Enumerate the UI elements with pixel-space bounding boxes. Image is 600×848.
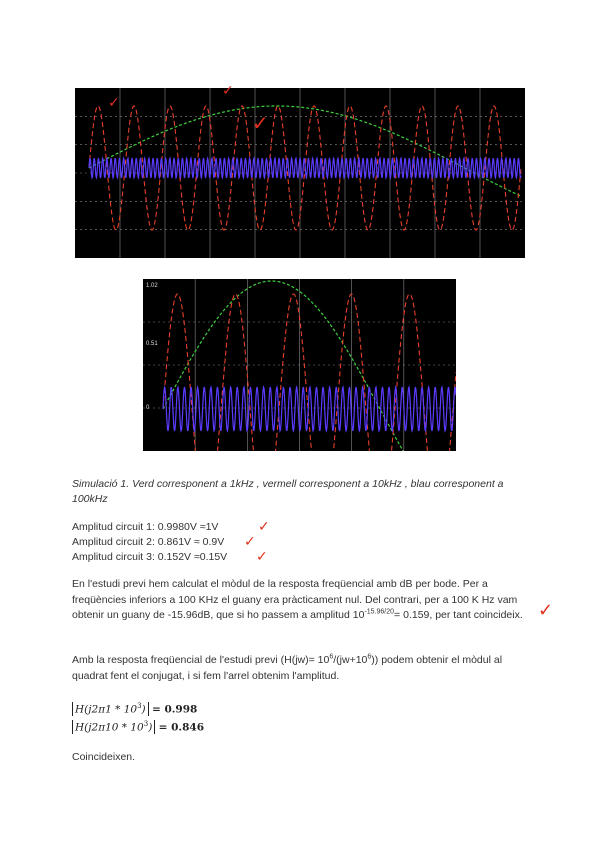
equation-2-result: = 0.846 [158, 721, 205, 734]
equation-1-lhs: H(j2π1 * 10 [75, 703, 138, 716]
equation-1-exp: 3 [137, 702, 142, 710]
plot-2-svg [143, 279, 456, 451]
equation-2-lhs: H(j2π10 * 10 [75, 721, 144, 734]
blue-trace [89, 158, 521, 178]
equation-2-rhs: ) [148, 721, 153, 734]
paragraph-transfer-exp2: 6 [367, 653, 372, 661]
blue-trace [163, 387, 456, 431]
paragraph-transfer [72, 653, 532, 684]
paragraph-bode-text-b: = 0.159, per tant coincideix. [394, 609, 523, 621]
simulation-plot-2 [143, 279, 456, 451]
paragraph-transfer-text-c: )) podem obtenir el mòdul al quadrat fent el conjugat, i si fem l'arrel obtenim l'amplitud. [72, 654, 503, 682]
equation-2-magnitude [72, 720, 155, 734]
plot-1-svg [75, 88, 525, 258]
check-mark: ✓ [108, 95, 120, 111]
paragraph-transfer-text-b: /(jw+10 [333, 654, 368, 666]
check-mark: ✓ [252, 111, 269, 135]
equation-1 [72, 702, 197, 716]
equation-1-rhs: ) [141, 703, 146, 716]
equation-1-magnitude [72, 702, 149, 716]
amplitude-line-1: Amplitud circuit 1: 0.9980V ≈1V [72, 521, 219, 533]
conclusion: Coincideixen. [72, 751, 136, 763]
paragraph-transfer-exp1: 6 [329, 653, 334, 661]
check-mark: ✓ [258, 519, 270, 535]
check-mark: ✓ [538, 600, 554, 621]
paragraph-bode-exponent: -15.96/20 [364, 608, 395, 616]
amplitude-line-2: Amplitud circuit 2: 0.861V ≈ 0.9V [72, 536, 225, 548]
paragraph-bode-text-a: En l'estudi previ hem calculat el mòdul de la resposta freqüencial amb dB per bode. Per a freqüències inferiors a 100 KHz el guany era pràcticament nul. Del contrari, per a 100 K Hz vam obtenir un guany de -15.96dB, que si ho passem a amplitud 10 [72, 578, 518, 621]
equation-2-exp: 3 [143, 720, 149, 728]
amplitude-line-3: Amplitud circuit 3: 0.152V ≈0.15V [72, 551, 228, 563]
tick-label: 0 [146, 405, 150, 411]
check-mark: ✓ [256, 549, 268, 565]
equation-2 [72, 720, 204, 734]
equation-1-result: = 0.998 [151, 703, 198, 716]
check-mark: ✓ [244, 534, 256, 550]
figure-caption: Simulació 1. Verd corresponent a 1kHz , vermell corresponent a 10kHz , blau corresponent a 100kHz [72, 478, 504, 505]
check-mark: ✓ [222, 83, 234, 99]
tick-label: 0.51 [146, 341, 158, 347]
paragraph-transfer-text-a: Amb la resposta freqüencial de l'estudi previ (H(jw)= 10 [72, 654, 330, 666]
paragraph-bode [72, 577, 532, 624]
simulation-plot-1 [75, 88, 525, 258]
tick-label: 1.02 [146, 283, 158, 289]
green-trace [89, 106, 521, 196]
